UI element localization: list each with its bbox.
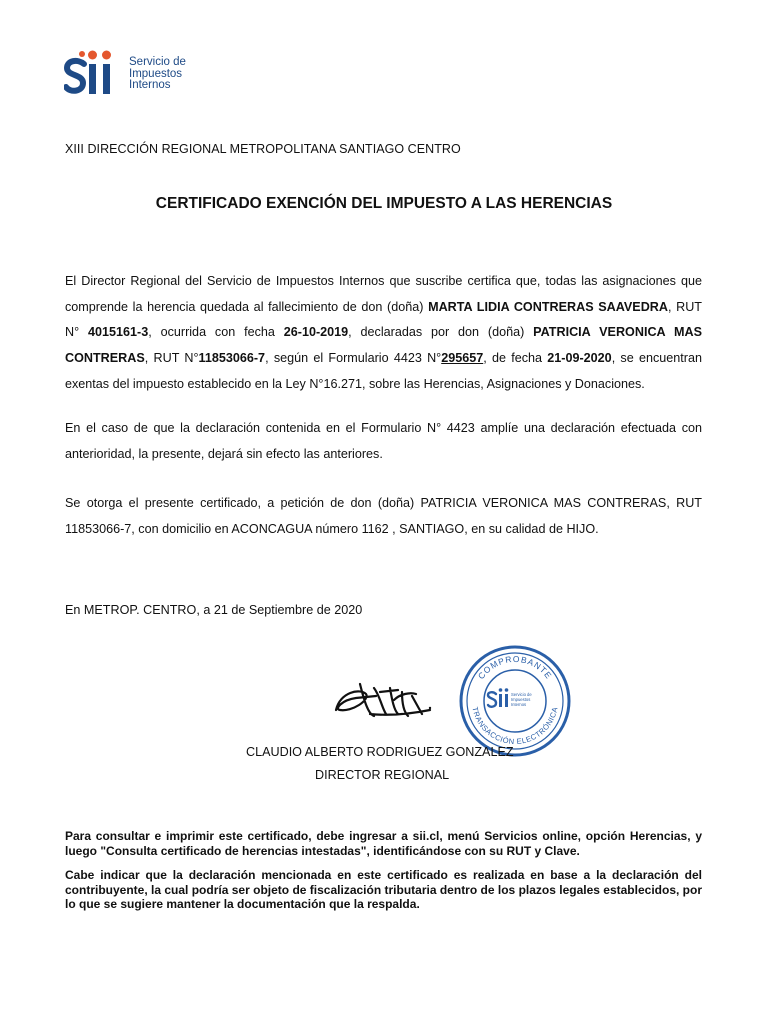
p1-text-8: , se encuentran exentas del impuesto establecido en la Ley N°16.271, sobre las Herencias, Asignaciones y Donaciones. <box>65 351 702 391</box>
deceased-rut: 4015161-3 <box>87 325 149 340</box>
sii-logo-mark <box>64 48 124 100</box>
stamp-inner-line-2: Impuestos <box>511 697 531 702</box>
declarant-rut: 11853066-7 <box>198 351 266 366</box>
form-number: 295657 <box>441 351 484 366</box>
electronic-transaction-stamp <box>458 644 572 758</box>
declarant-name: PATRICIA VERONICA MAS CONTRERAS <box>65 325 702 366</box>
p1-text-7: , de fecha <box>483 351 548 366</box>
sii-logo-text <box>129 57 186 92</box>
stamp-bottom-text: TRANSACCIÓN ELECTRÓNICA <box>470 706 560 747</box>
certification-paragraph <box>65 269 702 398</box>
logo-line-1: Servicio de <box>129 56 186 68</box>
stamp-inner-line-1: Servicio de <box>511 692 532 697</box>
signer-name: CLAUDIO ALBERTO RODRIGUEZ GONZALEZ <box>246 745 514 759</box>
p1-text-4: , declaradas por don (doña) <box>348 325 534 340</box>
form-date: 21-09-2020 <box>547 351 612 366</box>
sii-logo <box>64 48 214 100</box>
p1-text-1: El Director Regional del Servicio de Impuestos Internos que suscribe certifica que, todas las asignaciones que comprende la herencia quedada al fallecimiento de don (doña) <box>65 274 702 314</box>
stamp-top-text: COMPROBANTE <box>475 653 555 681</box>
regional-office-heading: XIII DIRECCIÓN REGIONAL METROPOLITANA SANTIAGO CENTRO <box>65 142 461 156</box>
logo-line-2: Impuestos <box>129 67 183 80</box>
deceased-name: MARTA LIDIA CONTRERAS SAAVEDRA <box>428 299 668 314</box>
p1-text-5: , RUT N° <box>144 351 199 366</box>
certificate-title: CERTIFICADO EXENCIÓN DEL IMPUESTO A LAS HERENCIAS <box>155 195 613 212</box>
p1-text-3: , ocurrida con fecha <box>148 325 284 340</box>
consultation-note: Para consultar e imprimir este certificado, debe ingresar a sii.cl, menú Servicios online, opción Herencias, y luego "Consulta certificado de herencias intestadas", identificándose con su RUT y Clave. <box>65 829 702 858</box>
date-line: En METROP. CENTRO, a 21 de Septiembre de 2020 <box>65 603 363 617</box>
amendment-paragraph: En el caso de que la declaración contenida en el Formulario N° 4423 amplíe una declaración efectuada con anterioridad, la presente, dejará sin efecto las anteriores. <box>65 421 702 461</box>
p1-text-2: , RUT N° <box>65 299 703 340</box>
p1-text-6: , según el Formulario 4423 N° <box>265 351 442 366</box>
disclaimer-note: Cabe indicar que la declaración mencionada en este certificado es realizada en base a la declaración del contribuyente, la cual podría ser objeto de fiscalización tributaria dentro de los plazos legales establecidos, por lo que se sugiere mantener la documentación que la respalda. <box>65 868 702 911</box>
death-date: 26-10-2019 <box>283 325 349 340</box>
handwritten-signature <box>330 670 435 730</box>
signer-role: DIRECTOR REGIONAL <box>315 768 450 782</box>
logo-line-3: Internos <box>129 79 171 91</box>
issuance-paragraph: Se otorga el presente certificado, a petición de don (doña) PATRICIA VERONICA MAS CONTRERAS, RUT 11853066-7, con domicilio en ACONCAGUA número 1162 , SANTIAGO, en su calidad de HIJO. <box>65 496 702 536</box>
stamp-inner-line-3: Internos <box>511 702 527 707</box>
